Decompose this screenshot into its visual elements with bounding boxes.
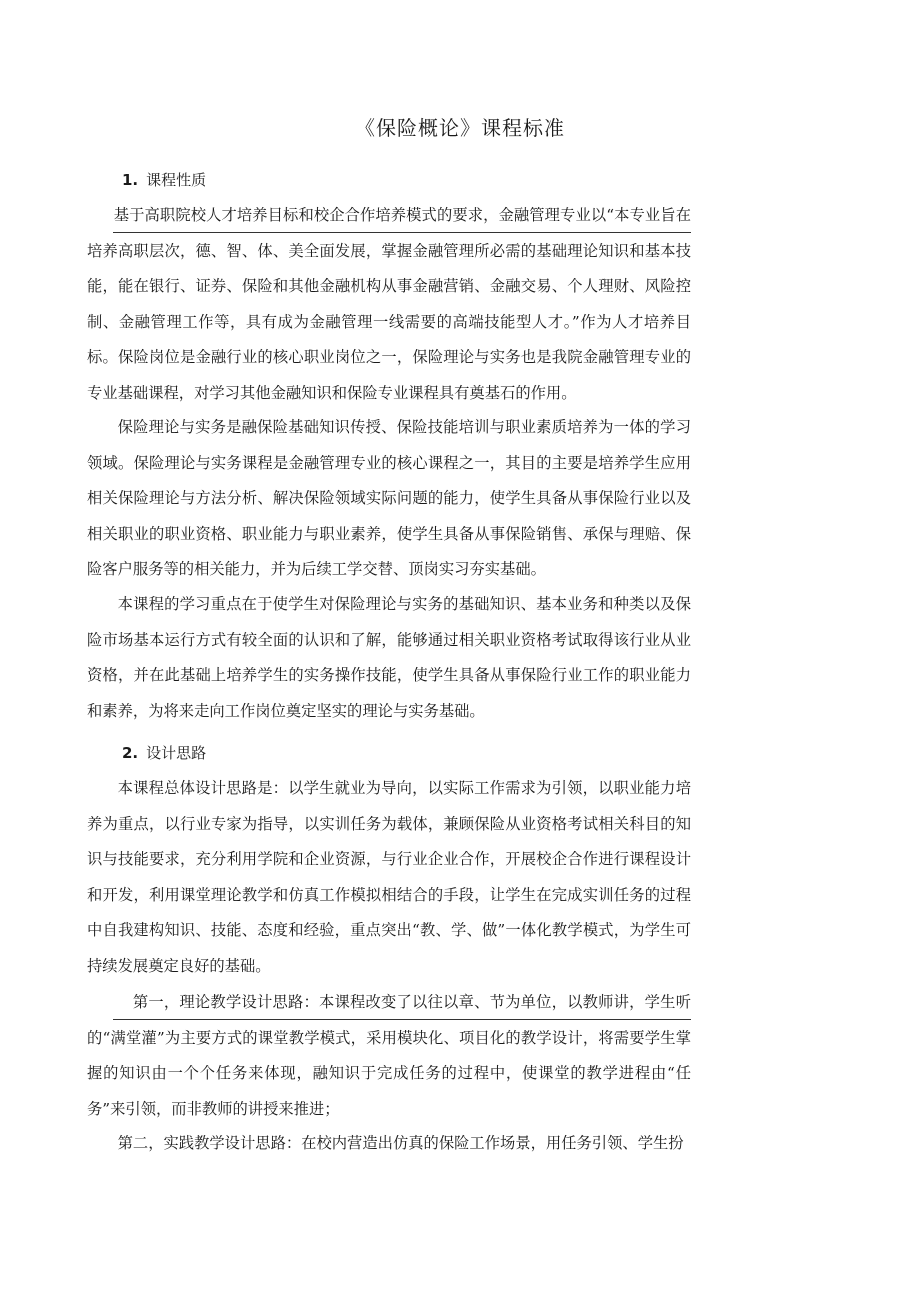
- document-title: 《保险概论》课程标准: [355, 116, 565, 140]
- paragraph: 本课程的学习重点在于使学生对保险理论与实务的基础知识、基本业务和种类以及保险市场基本运行方式有较全面的认识和了解，能够通过相关职业资格考试取得该行业从业资格，并在此基础上培养学生的实务操作技能，使学生具备从事保险行业工作的职业能力和素养，为将来走向工作岗位奠定坚实的理论与实务基础。: [87, 595, 691, 720]
- section-number: 1.: [122, 171, 139, 189]
- section-heading-2: [122, 741, 206, 765]
- paragraph: 第一，理论教学设计思路：本课程改变了以往以章、节为单位，以教师讲，学生听的“满堂灌”为主要方式的课堂教学模式，采用模块化、项目化的教学设计，将需要学生掌握的知识由一个个任务来体现，融知识于完成任务的过程中，使课堂的教学进程由“任务”来引领，而非教师的讲授来推进；: [87, 993, 691, 1118]
- paragraph: 保险理论与实务是融保险基础知识传授、保险技能培训与职业素质培养为一体的学习领域。保险理论与实务课程是金融管理专业的核心课程之一，其目的主要是培养学生应用相关保险理论与方法分析、解决保险领域实际问题的能力，使学生具备从事保险行业以及相关职业的职业资格、职业能力与职业素养，使学生具备从事保险销售、承保与理赔、保险客户服务等的相关能力，并为后续工学交替、顶岗实习夯实基础。: [87, 418, 691, 579]
- paragraph: 第二，实践教学设计思路：在校内营造出仿真的保险工作场景，用任务引领、学生扮: [117, 1134, 684, 1152]
- section-heading-1: [122, 168, 206, 192]
- section-heading-text: 课程性质: [146, 171, 207, 189]
- paragraph: 基于高职院校人才培养目标和校企合作培养模式的要求，金融管理专业以“本专业旨在培养高职层次，德、智、体、美全面发展，掌握金融管理所必需的基础理论知识和基本技能，能在银行、证券、保险和其他金融机构从事金融营销、金融交易、个人理财、风险控制、金融管理工作等，具有成为金融管理一线需要的高端技能型人才。”作为人才培养目标。保险岗位是金融行业的核心职业岗位之一，保险理论与实务也是我院金融管理专业的专业基础课程，对学习其他金融知识和保险专业课程具有奠基石的作用。: [87, 206, 691, 402]
- section-number: 2.: [122, 744, 139, 762]
- section-heading-text: 设计思路: [146, 744, 207, 762]
- paragraph: 本课程总体设计思路是：以学生就业为导向，以实际工作需求为引领，以职业能力培养为重点，以行业专家为指导，以实训任务为载体，兼顾保险从业资格考试相关科目的知识与技能要求，充分利用学院和企业资源，与行业企业合作，开展校企合作进行课程设计和开发，利用课堂理论教学和仿真工作模拟相结合的手段，让学生在完成实训任务的过程中自我建构知识、技能、态度和经验，重点突出“教、学、做”一体化教学模式，为学生可持续发展奠定良好的基础。: [87, 779, 691, 975]
